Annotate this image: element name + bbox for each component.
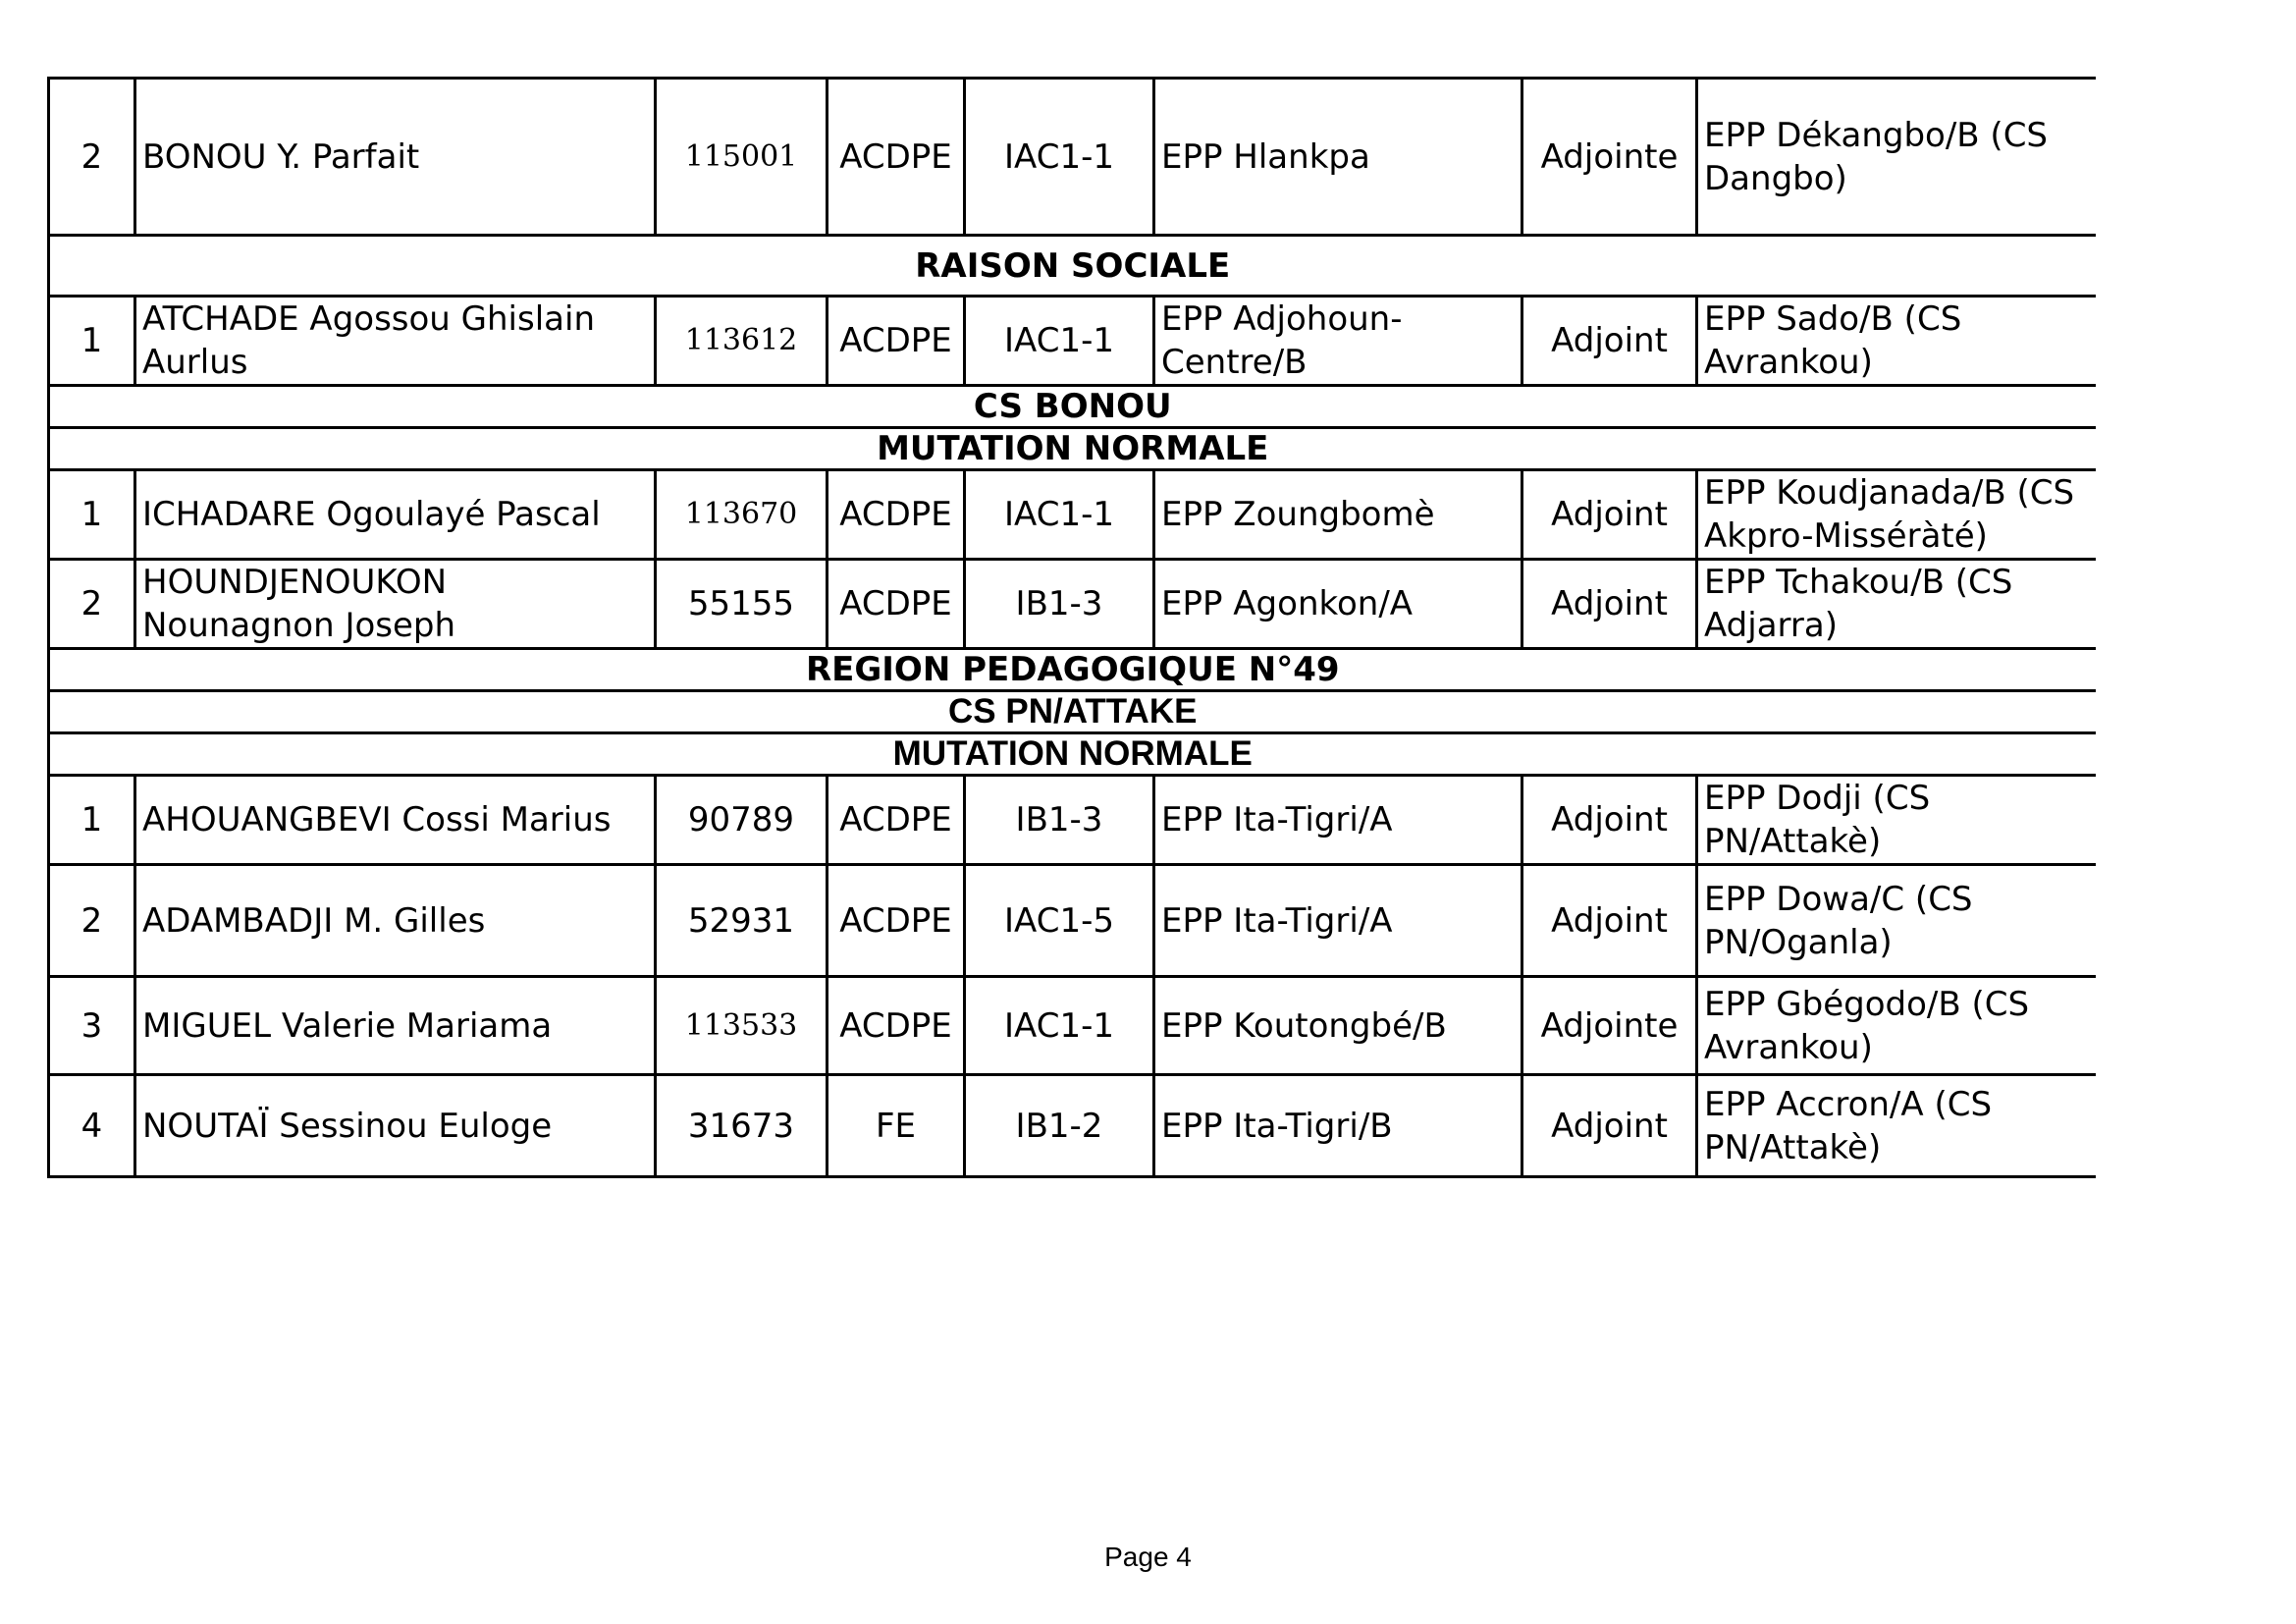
grade-cell: IB1-2 (965, 1075, 1154, 1177)
matricule-cell: 90789 (656, 776, 828, 865)
section-heading: REGION PEDAGOGIQUE N°49 (49, 649, 2096, 691)
grade-cell: IAC1-1 (965, 470, 1154, 560)
function-cell: Adjoint (1522, 865, 1697, 977)
status-cell: ACDPE (828, 865, 965, 977)
grade-cell: IAC1-1 (965, 297, 1154, 386)
function-cell: Adjointe (1522, 79, 1697, 236)
teacher-name-cell: ATCHADE Agossou Ghislain Aurlus (135, 297, 656, 386)
destination-cell: EPP Koudjanada/B (CS Akpro-Misséràté) (1697, 470, 2096, 560)
section-heading: MUTATION NORMALE (49, 733, 2096, 776)
table-body (49, 79, 2096, 1177)
table-row (49, 297, 2096, 386)
section-heading-row (49, 649, 2096, 691)
table-row (49, 560, 2096, 649)
function-cell: Adjoint (1522, 1075, 1697, 1177)
grade-cell: IAC1-5 (965, 865, 1154, 977)
status-cell: ACDPE (828, 79, 965, 236)
section-heading: CS BONOU (49, 386, 2096, 428)
assignment-table (47, 77, 2096, 1178)
matricule-cell: 52931 (656, 865, 828, 977)
function-cell: Adjoint (1522, 297, 1697, 386)
table-row (49, 865, 2096, 977)
table-row (49, 977, 2096, 1075)
table-row (49, 776, 2096, 865)
origin-school-cell: EPP Hlankpa (1154, 79, 1522, 236)
origin-school-cell: EPP Agonkon/A (1154, 560, 1522, 649)
function-cell: Adjointe (1522, 977, 1697, 1075)
grade-cell: IAC1-1 (965, 977, 1154, 1075)
teacher-name-cell: ADAMBADJI M. Gilles (135, 865, 656, 977)
section-heading-row (49, 428, 2096, 470)
function-cell: Adjoint (1522, 776, 1697, 865)
row-number-cell: 4 (49, 1075, 135, 1177)
teacher-name-cell: NOUTAÏ Sessinou Euloge (135, 1075, 656, 1177)
matricule-cell: 113533 (656, 977, 828, 1075)
section-heading-row (49, 733, 2096, 776)
matricule-cell: 113670 (656, 470, 828, 560)
destination-cell: EPP Accron/A (CS PN/Attakè) (1697, 1075, 2096, 1177)
status-cell: ACDPE (828, 776, 965, 865)
teacher-name-cell: ICHADARE Ogoulayé Pascal (135, 470, 656, 560)
section-heading-row (49, 691, 2096, 733)
row-number-cell: 1 (49, 776, 135, 865)
section-heading: MUTATION NORMALE (49, 428, 2096, 470)
grade-cell: IAC1-1 (965, 79, 1154, 236)
function-cell: Adjoint (1522, 470, 1697, 560)
status-cell: ACDPE (828, 560, 965, 649)
destination-cell: EPP Dékangbo/B (CS Dangbo) (1697, 79, 2096, 236)
row-number-cell: 1 (49, 470, 135, 560)
matricule-cell: 55155 (656, 560, 828, 649)
destination-cell: EPP Sado/B (CS Avrankou) (1697, 297, 2096, 386)
row-number-cell: 1 (49, 297, 135, 386)
destination-cell: EPP Gbégodo/B (CS Avrankou) (1697, 977, 2096, 1075)
origin-school-cell: EPP Ita-Tigri/A (1154, 776, 1522, 865)
destination-cell: EPP Dodji (CS PN/Attakè) (1697, 776, 2096, 865)
table-row (49, 1075, 2096, 1177)
section-heading: RAISON SOCIALE (49, 236, 2096, 297)
section-heading: CS PN/ATTAKE (49, 691, 2096, 733)
matricule-cell: 113612 (656, 297, 828, 386)
section-heading-row (49, 386, 2096, 428)
teacher-name-cell: MIGUEL Valerie Mariama (135, 977, 656, 1075)
row-number-cell: 2 (49, 79, 135, 236)
origin-school-cell: EPP Koutongbé/B (1154, 977, 1522, 1075)
destination-cell: EPP Tchakou/B (CS Adjarra) (1697, 560, 2096, 649)
status-cell: ACDPE (828, 470, 965, 560)
table-row (49, 470, 2096, 560)
teacher-name-cell: AHOUANGBEVI Cossi Marius (135, 776, 656, 865)
matricule-cell: 31673 (656, 1075, 828, 1177)
origin-school-cell: EPP Ita-Tigri/B (1154, 1075, 1522, 1177)
grade-cell: IB1-3 (965, 776, 1154, 865)
row-number-cell: 2 (49, 560, 135, 649)
status-cell: FE (828, 1075, 965, 1177)
teacher-name-cell: BONOU Y. Parfait (135, 79, 656, 236)
origin-school-cell: EPP Ita-Tigri/A (1154, 865, 1522, 977)
matricule-cell: 115001 (656, 79, 828, 236)
row-number-cell: 3 (49, 977, 135, 1075)
teacher-name-cell: HOUNDJENOUKON Nounagnon Joseph (135, 560, 656, 649)
origin-school-cell: EPP Adjohoun-Centre/B (1154, 297, 1522, 386)
origin-school-cell: EPP Zoungbomè (1154, 470, 1522, 560)
page-number: Page 4 (1104, 1542, 1192, 1572)
function-cell: Adjoint (1522, 560, 1697, 649)
grade-cell: IB1-3 (965, 560, 1154, 649)
status-cell: ACDPE (828, 297, 965, 386)
status-cell: ACDPE (828, 977, 965, 1075)
table-row (49, 79, 2096, 236)
row-number-cell: 2 (49, 865, 135, 977)
section-heading-row (49, 236, 2096, 297)
destination-cell: EPP Dowa/C (CS PN/Oganla) (1697, 865, 2096, 977)
